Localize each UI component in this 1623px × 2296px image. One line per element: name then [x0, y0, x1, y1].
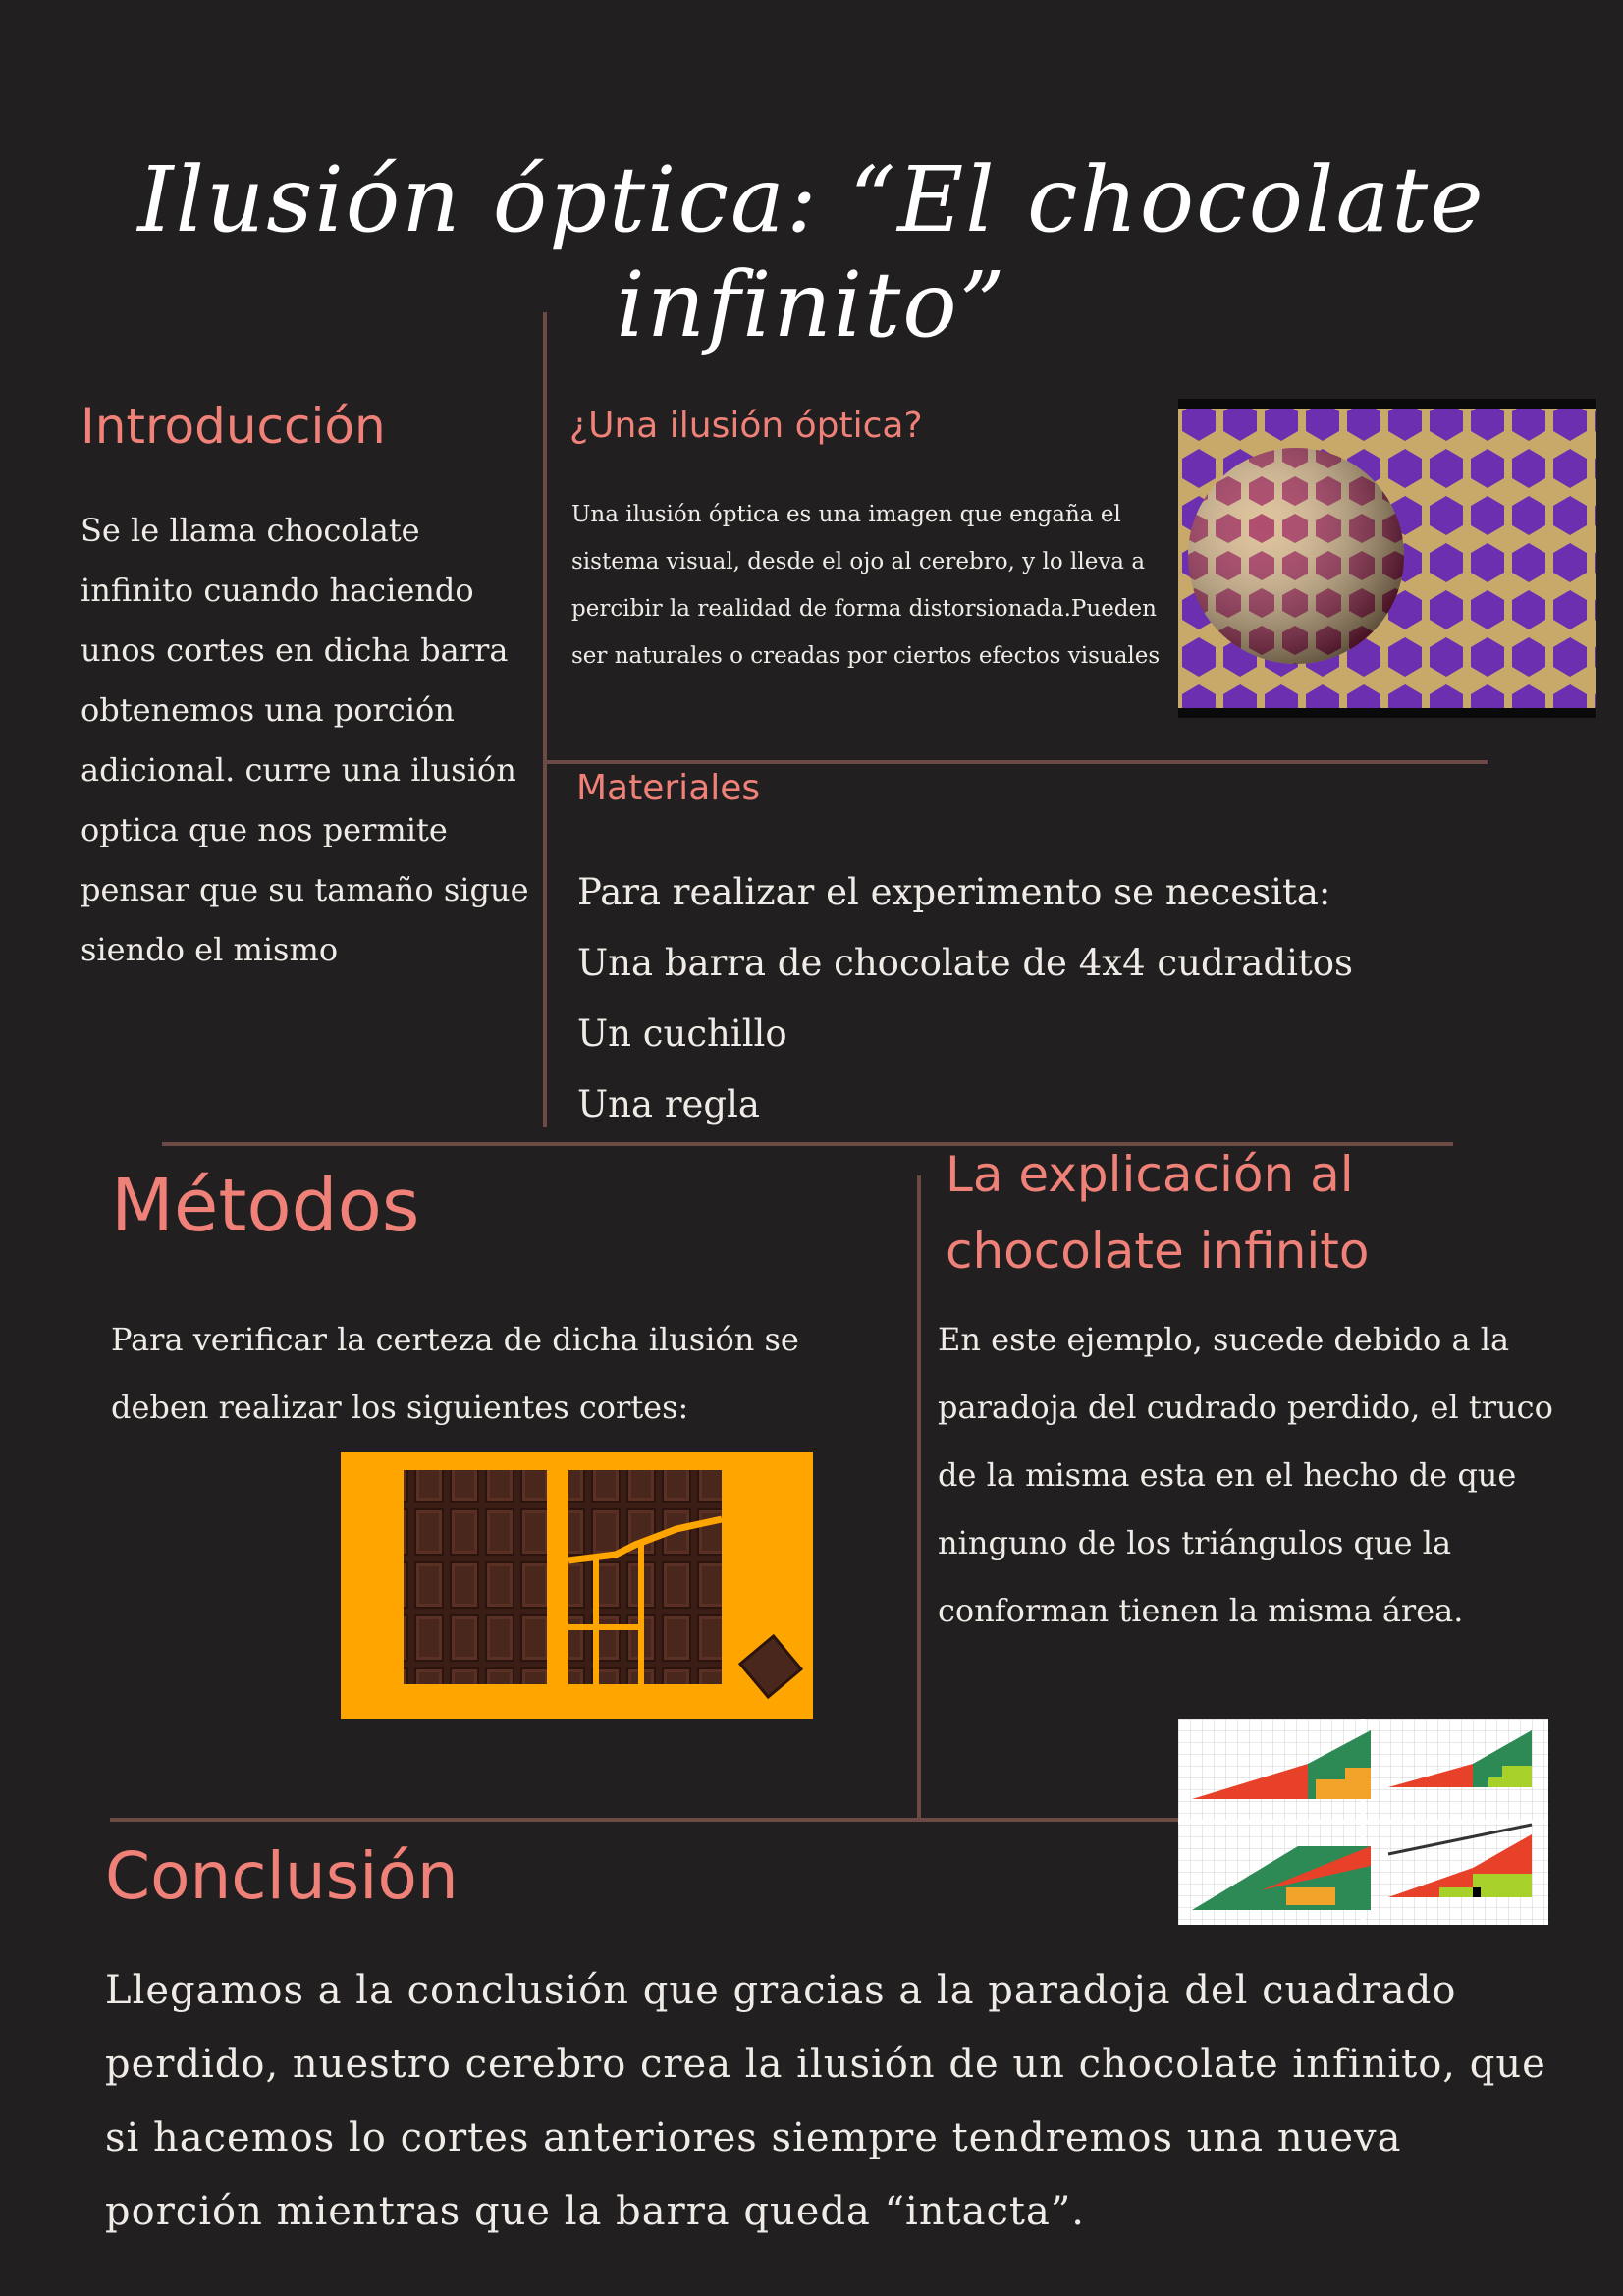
explicacion-heading-line2: chocolate infinito — [946, 1223, 1370, 1280]
introduccion-text: Se le llama chocolate infinito cuando haciendo unos cortes en dicha barra obtenemos una porción adicional. curre una ilusión optica que nos permite pensar que su tamaño sigue siendo el mismo — [81, 512, 529, 968]
divider-vertical-bottom — [917, 1175, 921, 1819]
explicacion-heading-line1: La explicación al — [946, 1146, 1354, 1203]
optical-illusion-image — [1178, 399, 1596, 718]
chocolate-cuts-image — [341, 1452, 813, 1719]
ilusion-heading: ¿Una ilusión óptica? — [569, 406, 923, 446]
divider-horizontal-conclusion — [110, 1818, 1180, 1822]
materiales-item: Un cuchillo — [577, 1012, 787, 1055]
introduccion-heading: Introducción — [81, 398, 386, 455]
materiales-item: Para realizar el experimento se necesita: — [577, 871, 1331, 913]
conclusion-heading: Conclusión — [105, 1838, 459, 1914]
materiales-item: Una barra de chocolate de 4x4 cudraditos — [577, 942, 1354, 984]
page-title: Ilusión óptica: “El chocolate infinito” — [137, 147, 1486, 357]
missing-square-image — [1178, 1719, 1548, 1925]
materiales-heading: Materiales — [576, 768, 761, 808]
metodos-text: Para verificar la certeza de dicha ilusión se deben realizar los siguientes cortes: — [111, 1321, 799, 1426]
ilusion-text: Una ilusión óptica es una imagen que engaña el sistema visual, desde el ojo al cerebro, y lo lleva a percibir la realidad de forma distorsionada.Pueden ser naturales o creadas por ciertos efectos visuales — [571, 502, 1161, 669]
divider-vertical-top — [543, 312, 547, 1127]
metodos-heading: Métodos — [111, 1164, 420, 1248]
conclusion-text: Llegamos a la conclusión que gracias a la paradoja del cuadrado perdido, nuestro cerebro crea la ilusión de un chocolate infinito, que si hacemos lo cortes anteriores siempre tendremos una nueva porción mientras que la barra queda “intacta”. — [105, 1968, 1546, 2234]
explicacion-text: En este ejemplo, sucede debido a la paradoja del cudrado perdido, el truco de la misma esta en el hecho de que ninguno de los triángulos que la conforman tienen la misma área. — [938, 1321, 1553, 1629]
divider-horizontal-materials — [547, 760, 1488, 764]
materiales-list — [577, 857, 1353, 1140]
materiales-item: Una regla — [577, 1083, 760, 1125]
